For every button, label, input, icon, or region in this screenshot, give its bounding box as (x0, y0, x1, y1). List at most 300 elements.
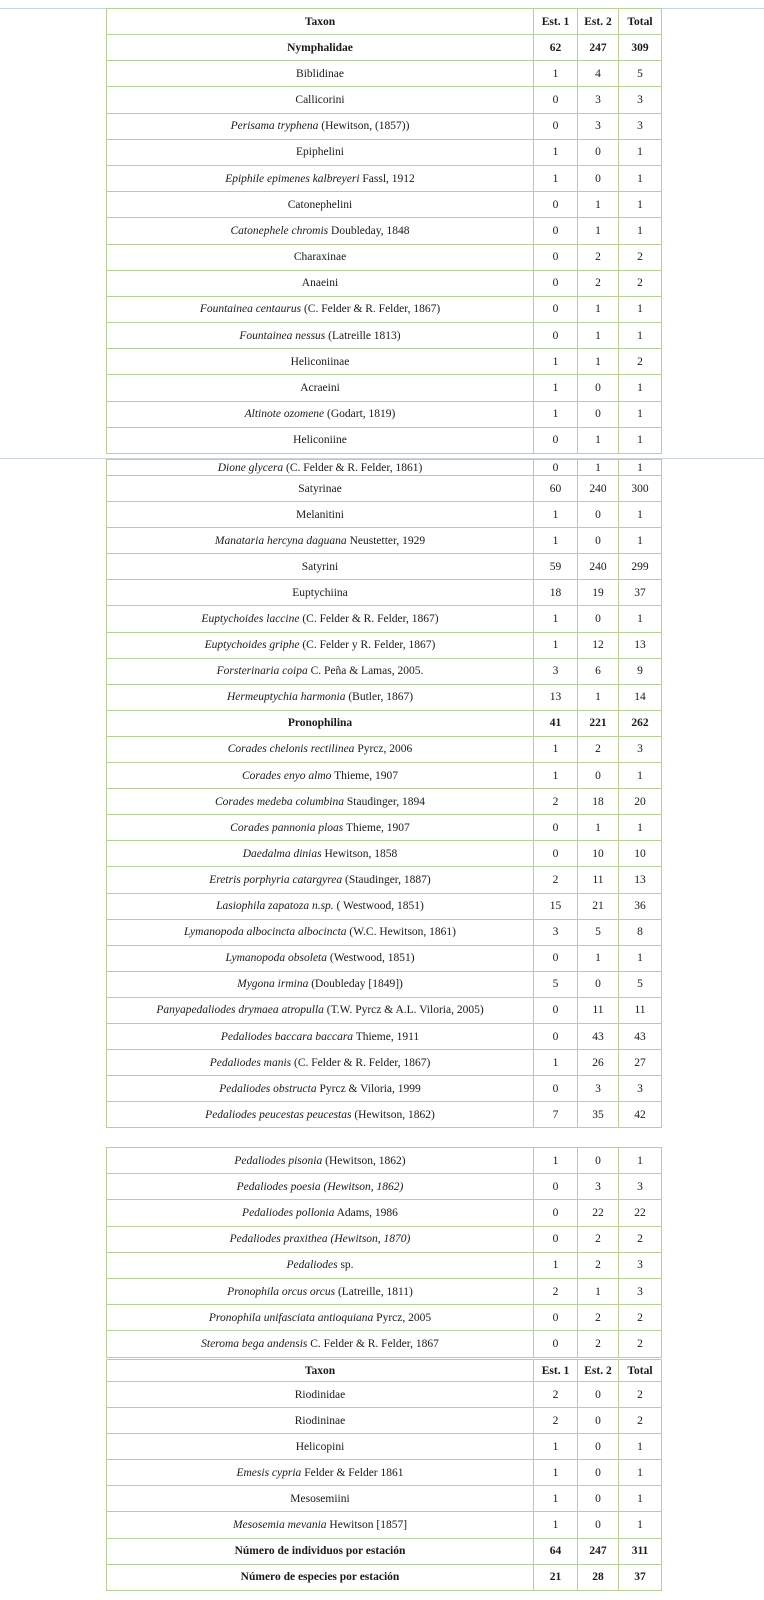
total-cell: 1 (619, 945, 662, 971)
est2-cell: 1 (578, 1278, 619, 1304)
est2-cell: 2 (578, 1331, 619, 1357)
est1-cell: 1 (534, 401, 578, 427)
est2-cell: 1 (578, 684, 619, 710)
species-table-part-3 (106, 1147, 662, 1358)
total-cell: 299 (619, 554, 662, 580)
taxon-name-italic: Epiphile epimenes kalbreyeri (225, 172, 360, 185)
est1-cell: 1 (534, 1434, 578, 1460)
total-cell: 22 (619, 1200, 662, 1226)
table-row (107, 87, 662, 113)
column-header: Est. 2 (578, 1360, 619, 1382)
est2-cell: 1 (578, 296, 619, 322)
taxon-text: Epiphelini (296, 146, 344, 159)
taxon-cell (107, 1050, 534, 1076)
column-header: Total (619, 1360, 662, 1382)
taxon-text: Riodinidae (294, 1388, 346, 1401)
taxon-name-italic: Euptychoides griphe (204, 639, 300, 652)
table-header-row (107, 9, 662, 35)
taxon-name-italic: Pronophila orcus orcus (227, 1285, 336, 1298)
est1-cell: 0 (534, 1174, 578, 1200)
taxon-cell (107, 502, 534, 528)
taxon-text: Satyrini (301, 560, 339, 573)
est2-cell: 1 (578, 427, 619, 453)
taxon-cell (107, 736, 534, 762)
table-row (107, 971, 662, 997)
total-cell: 42 (619, 1102, 662, 1128)
est2-cell: 35 (578, 1102, 619, 1128)
taxon-text: Staudinger, 1894 (344, 795, 426, 808)
total-cell: 1 (619, 1460, 662, 1486)
table-row (107, 606, 662, 632)
taxon-cell (107, 658, 534, 684)
est2-cell: 0 (578, 1460, 619, 1486)
table-row (107, 165, 662, 191)
taxon-name-italic: Forsterinaria coipa (216, 665, 308, 678)
table-row (107, 61, 662, 87)
table-row (107, 349, 662, 375)
table-row (107, 192, 662, 218)
est1-cell: 2 (534, 1278, 578, 1304)
total-cell: 1 (619, 460, 662, 476)
taxon-name-italic: Lasiophila zapatoza n.sp. (216, 900, 334, 913)
table-row (107, 1305, 662, 1331)
taxon-name-italic: Panyapedaliodes drymaea atropulla (156, 1004, 324, 1017)
taxon-text: Pyrcz, 2005 (373, 1311, 432, 1324)
total-cell: 1 (619, 401, 662, 427)
est2-cell: 6 (578, 658, 619, 684)
taxon-text: (Butler, 1867) (345, 691, 414, 704)
table-row (107, 945, 662, 971)
table-row (107, 554, 662, 580)
table-row (107, 323, 662, 349)
table-row (107, 1434, 662, 1460)
taxon-cell (107, 1408, 534, 1434)
est2-cell: 5 (578, 919, 619, 945)
total-cell: 27 (619, 1050, 662, 1076)
total-cell: 3 (619, 87, 662, 113)
taxon-text: (C. Felder & R. Felder, 1867) (301, 303, 441, 316)
taxon-cell (107, 841, 534, 867)
taxon-name-italic: Hermeuptychia harmonia (226, 691, 346, 704)
taxon-cell (107, 35, 534, 61)
taxon-cell (107, 1200, 534, 1226)
table-row (107, 35, 662, 61)
table-row (107, 632, 662, 658)
est2-cell: 0 (578, 1512, 619, 1538)
taxon-cell (107, 1434, 534, 1460)
est2-cell: 0 (578, 1486, 619, 1512)
est1-cell: 59 (534, 554, 578, 580)
est1-cell: 0 (534, 1305, 578, 1331)
est1-cell: 0 (534, 113, 578, 139)
total-cell: 1 (619, 323, 662, 349)
total-cell: 20 (619, 789, 662, 815)
taxon-name-italic: Dione glycera (217, 461, 284, 474)
est1-cell: 1 (534, 528, 578, 554)
table-row (107, 1102, 662, 1128)
taxon-cell (107, 1460, 534, 1486)
est1-cell: 0 (534, 815, 578, 841)
taxon-cell (107, 789, 534, 815)
total-cell: 2 (619, 349, 662, 375)
taxon-cell (107, 1564, 534, 1590)
est2-cell: 0 (578, 375, 619, 401)
est1-cell: 7 (534, 1102, 578, 1128)
column-header: Est. 1 (534, 1360, 578, 1382)
total-cell: 1 (619, 528, 662, 554)
table-row (107, 867, 662, 893)
taxon-cell (107, 139, 534, 165)
est2-cell: 0 (578, 502, 619, 528)
taxon-name-italic: Pedaliodes manis (209, 1056, 292, 1069)
table-row (107, 1564, 662, 1590)
est1-cell: 0 (534, 244, 578, 270)
taxon-cell (107, 460, 534, 476)
total-cell: 3 (619, 736, 662, 762)
est2-cell: 21 (578, 893, 619, 919)
est2-cell: 3 (578, 1174, 619, 1200)
taxon-text: Heliconiine (293, 434, 347, 447)
taxon-name-italic: Lymanopoda obsoleta (225, 952, 327, 965)
est1-cell: 41 (534, 710, 578, 736)
taxon-cell (107, 244, 534, 270)
est1-cell: 0 (534, 1076, 578, 1102)
total-cell: 13 (619, 632, 662, 658)
table-row (107, 1538, 662, 1564)
total-cell: 1 (619, 375, 662, 401)
est2-cell: 43 (578, 1023, 619, 1049)
total-cell: 311 (619, 1538, 662, 1564)
taxon-text: (C. Felder & R. Felder, 1861) (283, 461, 423, 474)
taxon-cell (107, 1148, 534, 1174)
total-cell: 36 (619, 893, 662, 919)
table-row (107, 502, 662, 528)
est1-cell: 1 (534, 1512, 578, 1538)
taxon-name-italic: Pedaliodes poesia (Hewitson, 1862) (236, 1180, 404, 1193)
est2-cell: 2 (578, 270, 619, 296)
est1-cell: 18 (534, 580, 578, 606)
taxon-text: (Westwood, 1851) (327, 952, 415, 965)
table-row (107, 763, 662, 789)
est2-cell: 3 (578, 87, 619, 113)
taxon-text: Thieme, 1911 (353, 1030, 420, 1043)
table-row (107, 476, 662, 502)
total-cell: 3 (619, 1174, 662, 1200)
est1-cell: 1 (534, 1050, 578, 1076)
est2-cell: 3 (578, 1076, 619, 1102)
taxon-cell (107, 401, 534, 427)
taxon-name-italic: Eretris porphyria catargyrea (209, 873, 343, 886)
est2-cell: 1 (578, 323, 619, 349)
est2-cell: 1 (578, 815, 619, 841)
total-cell: 1 (619, 1512, 662, 1538)
est2-cell: 0 (578, 763, 619, 789)
taxon-text: (Staudinger, 1887) (342, 873, 431, 886)
total-cell: 3 (619, 1252, 662, 1278)
est2-cell: 2 (578, 736, 619, 762)
taxon-text: Thieme, 1907 (343, 821, 410, 834)
taxon-text: (Latreille 1813) (325, 329, 401, 342)
table-row (107, 815, 662, 841)
taxon-name-italic: Fountainea centaurus (199, 303, 302, 316)
taxon-text: (C. Felder & R. Felder, 1867) (291, 1056, 431, 1069)
total-cell: 2 (619, 1408, 662, 1434)
taxon-name-italic: Mesosemia mevania (232, 1519, 327, 1532)
total-cell: 300 (619, 476, 662, 502)
est2-cell: 0 (578, 1382, 619, 1408)
taxon-text: (Godart, 1819) (324, 408, 396, 421)
table-row (107, 997, 662, 1023)
taxon-text: Pyrcz, 2006 (354, 743, 413, 756)
total-cell: 37 (619, 1564, 662, 1590)
est1-cell: 1 (534, 1148, 578, 1174)
total-cell: 2 (619, 244, 662, 270)
est2-cell: 1 (578, 349, 619, 375)
est1-cell: 0 (534, 1200, 578, 1226)
est1-cell: 0 (534, 270, 578, 296)
taxon-cell (107, 1252, 534, 1278)
total-cell: 1 (619, 1486, 662, 1512)
taxon-cell (107, 580, 534, 606)
est1-cell: 1 (534, 165, 578, 191)
taxon-cell (107, 1382, 534, 1408)
taxon-cell (107, 1486, 534, 1512)
est2-cell: 11 (578, 997, 619, 1023)
taxon-name-italic: Corades medeba columbina (214, 795, 345, 808)
est1-cell: 2 (534, 1408, 578, 1434)
table-row (107, 789, 662, 815)
taxon-cell (107, 270, 534, 296)
table-row (107, 841, 662, 867)
taxon-text: Satyrinae (298, 482, 342, 495)
taxon-cell (107, 165, 534, 191)
taxon-cell (107, 1174, 534, 1200)
total-cell: 1 (619, 165, 662, 191)
taxon-text: Helicopini (295, 1440, 345, 1453)
taxon-cell (107, 971, 534, 997)
taxon-name-italic: Corades enyo almo (242, 769, 332, 782)
total-cell: 2 (619, 270, 662, 296)
est1-cell: 1 (534, 1460, 578, 1486)
total-cell: 3 (619, 1278, 662, 1304)
taxon-cell (107, 296, 534, 322)
total-cell: 2 (619, 1305, 662, 1331)
taxon-cell (107, 1331, 534, 1357)
est1-cell: 60 (534, 476, 578, 502)
table-row (107, 427, 662, 453)
taxon-name-italic: Corades pannonia ploas (230, 821, 344, 834)
total-cell: 9 (619, 658, 662, 684)
est2-cell: 22 (578, 1200, 619, 1226)
table-row (107, 1382, 662, 1408)
table-row (107, 658, 662, 684)
est2-cell: 0 (578, 401, 619, 427)
taxon-cell (107, 815, 534, 841)
taxon-cell (107, 1305, 534, 1331)
est2-cell: 0 (578, 971, 619, 997)
table-row (107, 296, 662, 322)
taxon-cell (107, 893, 534, 919)
taxon-cell (107, 632, 534, 658)
total-cell: 3 (619, 1076, 662, 1102)
taxon-name-italic: Pedaliodes praxithea (Hewitson, 1870) (229, 1233, 411, 1246)
taxon-text: Riodininae (294, 1414, 346, 1427)
taxon-name-italic: Altinote ozomene (244, 408, 325, 421)
est1-cell: 0 (534, 841, 578, 867)
taxon-cell (107, 476, 534, 502)
est2-cell: 28 (578, 1564, 619, 1590)
table-row (107, 244, 662, 270)
taxon-cell (107, 375, 534, 401)
taxon-name-italic: Fountainea nessus (239, 329, 326, 342)
est1-cell: 1 (534, 375, 578, 401)
taxon-cell (107, 218, 534, 244)
est1-cell: 1 (534, 139, 578, 165)
taxon-text: Adams, 1986 (334, 1206, 398, 1219)
taxon-text: (Hewitson, 1862) (322, 1154, 406, 1167)
taxon-text: (W.C. Hewitson, 1861) (346, 926, 457, 939)
est1-cell: 1 (534, 606, 578, 632)
taxon-name-italic: Perisama tryphena (230, 120, 319, 133)
taxon-text: Catonephelini (287, 198, 353, 211)
column-header: Est. 2 (578, 9, 619, 35)
taxon-name-italic: Catonephele chromis (230, 224, 329, 237)
est1-cell: 21 (534, 1564, 578, 1590)
table-row (107, 1200, 662, 1226)
taxon-cell (107, 919, 534, 945)
taxon-cell (107, 606, 534, 632)
total-cell: 1 (619, 502, 662, 528)
est2-cell: 12 (578, 632, 619, 658)
est2-cell: 0 (578, 1408, 619, 1434)
total-cell: 1 (619, 192, 662, 218)
est1-cell: 1 (534, 1252, 578, 1278)
taxon-text: Euptychiina (292, 586, 348, 599)
est1-cell: 0 (534, 427, 578, 453)
table-row (107, 1050, 662, 1076)
species-table-part-2 (106, 459, 662, 1128)
table-row (107, 1076, 662, 1102)
est1-cell: 0 (534, 1023, 578, 1049)
est2-cell: 247 (578, 35, 619, 61)
est2-cell: 1 (578, 218, 619, 244)
taxon-text: C. Felder & R. Felder, 1867 (307, 1337, 439, 1350)
table-row (107, 1278, 662, 1304)
table-row (107, 1408, 662, 1434)
column-header: Est. 1 (534, 9, 578, 35)
est2-cell: 0 (578, 139, 619, 165)
est1-cell: 0 (534, 296, 578, 322)
taxon-name-italic: Pedaliodes obstructa (219, 1082, 317, 1095)
taxon-text: C. Peña & Lamas, 2005. (307, 665, 424, 678)
est1-cell: 1 (534, 763, 578, 789)
taxon-cell (107, 997, 534, 1023)
est1-cell: 1 (534, 736, 578, 762)
table-row (107, 1023, 662, 1049)
est1-cell: 1 (534, 502, 578, 528)
taxon-text: Doubleday, 1848 (328, 224, 410, 237)
taxon-text: Número de especies por estación (240, 1571, 400, 1584)
taxon-cell (107, 87, 534, 113)
taxon-text: Acraeini (300, 382, 340, 395)
table-row (107, 710, 662, 736)
table-row (107, 401, 662, 427)
taxon-cell (107, 349, 534, 375)
taxon-name-italic: Pedaliodes peucestas peucestas (205, 1108, 352, 1121)
table-row (107, 113, 662, 139)
table-row (107, 528, 662, 554)
est2-cell: 221 (578, 710, 619, 736)
est1-cell: 1 (534, 1486, 578, 1512)
taxon-name-italic: Pedaliodes (286, 1259, 338, 1272)
est2-cell: 2 (578, 1305, 619, 1331)
est1-cell: 64 (534, 1538, 578, 1564)
est2-cell: 18 (578, 789, 619, 815)
taxon-text: (Doubleday [1849]) (308, 978, 403, 991)
taxon-name-italic: Euptychoides laccine (201, 613, 300, 626)
est2-cell: 11 (578, 867, 619, 893)
est2-cell: 240 (578, 554, 619, 580)
est1-cell: 1 (534, 632, 578, 658)
taxon-text: Hewitson, 1858 (321, 847, 398, 860)
taxon-text: Melanitini (296, 508, 344, 521)
taxon-name-italic: Daedalma dinias (242, 847, 322, 860)
total-cell: 10 (619, 841, 662, 867)
est2-cell: 1 (578, 945, 619, 971)
table-row (107, 375, 662, 401)
est2-cell: 19 (578, 580, 619, 606)
taxon-text: Callicorini (295, 93, 345, 106)
total-cell: 262 (619, 710, 662, 736)
taxon-name-italic: Lymanopoda albocincta albocincta (183, 926, 347, 939)
taxon-name-italic: Mygona irmina (237, 978, 309, 991)
total-cell: 2 (619, 1331, 662, 1357)
taxon-text: Biblidinae (296, 67, 344, 80)
est2-cell: 240 (578, 476, 619, 502)
taxon-text: (Hewitson, 1862) (351, 1108, 435, 1121)
total-cell: 2 (619, 1382, 662, 1408)
table-row (107, 139, 662, 165)
taxon-text: sp. (337, 1259, 354, 1272)
taxon-text: ( Westwood, 1851) (333, 900, 424, 913)
total-cell: 1 (619, 763, 662, 789)
est1-cell: 2 (534, 789, 578, 815)
total-cell: 1 (619, 1434, 662, 1460)
taxon-text: Número de individuos por estación (234, 1545, 406, 1558)
taxon-cell (107, 427, 534, 453)
est2-cell: 0 (578, 1434, 619, 1460)
total-cell: 37 (619, 580, 662, 606)
taxon-text: Heliconiinae (290, 355, 350, 368)
column-header: Total (619, 9, 662, 35)
total-cell: 2 (619, 1226, 662, 1252)
total-cell: 1 (619, 1148, 662, 1174)
table-row (107, 1331, 662, 1357)
est1-cell: 3 (534, 919, 578, 945)
table-row (107, 684, 662, 710)
taxon-text: Charaxinae (293, 251, 347, 264)
taxon-text: Neustetter, 1929 (346, 534, 426, 547)
total-cell: 8 (619, 919, 662, 945)
total-cell: 1 (619, 815, 662, 841)
taxon-text: (T.W. Pyrcz & A.L. Viloria, 2005) (323, 1004, 484, 1017)
table-row (107, 1148, 662, 1174)
total-cell: 1 (619, 296, 662, 322)
taxon-cell (107, 684, 534, 710)
taxon-text: (Hewitson, (1857)) (318, 120, 410, 133)
taxon-cell (107, 1023, 534, 1049)
est1-cell: 3 (534, 658, 578, 684)
